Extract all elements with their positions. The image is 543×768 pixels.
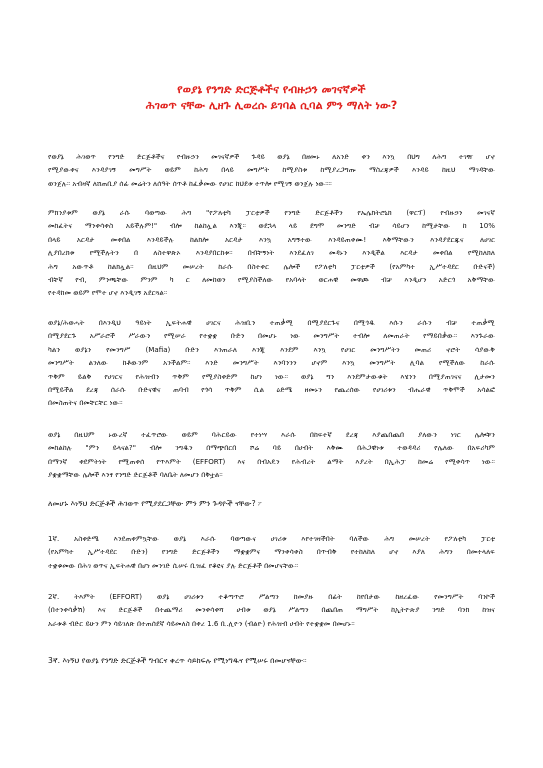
paragraph-law xyxy=(48,206,495,300)
text-line: ሊያበረክቱ የሚችሉትን በ ለስተዋጽኦ እንዳያበርከቱ። በብቸኝነት እንደፈለገ መዳኑን እንዲችል እርዳታ መቀበል የሚከለክለ xyxy=(48,248,495,258)
text-line: ብቸኛ የብ, ምንጫቸው ምንም ካ ር ለመከወን የሚያስችለው የአባላት ወርሐዊ መዋጮ ብቻ እንዲሆን አድርጎ አቅማቸው xyxy=(48,275,495,285)
text-line: (የአምካተ ኢሥተዳደር ቡድን) የንግድ ድርጅቶችን ማቋቋምና ማንቀሳቀስ በጥብቅ የተከለከለ ሆኖ እያለ ሕግን በመተላለፍ xyxy=(48,547,495,557)
paragraph-point-1 xyxy=(48,532,495,572)
section-question: ለመሆኑ እነኝህ ድርጅቶች ሕገወጥ የሚያደርጋቸው ምን ምን ጉዳዮች ናቸው? ፦ xyxy=(48,499,263,508)
text-line: በመስጠትና በመቸርቸር ነው። xyxy=(48,398,123,408)
text-line: ጥቅም ይልቅ የሀገርና የሕዝብን ጥቅም የሚያስቀድም ከሆነ ነው። ወያኔ ግን እንደምታውቁት እሄንን በሚያጠገናና ሊታመን xyxy=(48,371,495,381)
text-line: መንግሥት ልንለው ከቶውንም አንችልም። እንድ መንግሥት እንባንንን ሆኖም እንኳ መንግሥት ሊባል የሚችለው ከራሱ xyxy=(48,358,495,368)
text-line: በማንኛ ቀደምትነት የሚጠቀሰ የጥእምት (EFFORT) እና በብአዴን የሕብረት ልማት እያረት በኢሕፓ ከመሬ የሚቀሳጥ ነው። xyxy=(48,456,495,466)
paragraph-mafia xyxy=(48,316,495,410)
paragraph-effort xyxy=(48,428,495,482)
text-line: 2ኛ. ትእምት (EFFORT) ወያኔ ሀገሪቱን ተቆጣጥሮ ሥልጣን ከመያዙ በፊት ከየበታው ከዘረፈው የመንግሥት ባንኮች xyxy=(48,592,495,601)
text-line: ወያኔ/ሕወሓት በእንዲህ ዓይነት ኢፍትሐዊ ሀገርና ሕዝቢን ተጠቃሚ በሚያደርጉና በሚጎዱ እሱን ራሱን ብቻ ተጠቃሚ xyxy=(48,318,495,327)
text-line: የወያኔ ሕገወጥ የንግድ ድርጅቶችና የብዙኃን መገናኛዎች ጉዳይ ወያኔ በዘመኑ ለአንድ ቀን እንኳ በህግ ለሕግ ተገዥ ሆኖ xyxy=(48,152,495,161)
paragraph-intro xyxy=(48,150,495,190)
text-line: መከልከሉ "ምን ይላናል?" ብሎ ንግዱን በማጭበርበ ሾሬ ባይ በሀብት እቅሙ በሕጋዊነቱ ተወዳዳሪ የሌለው በአፍሪካም xyxy=(48,443,495,453)
paragraph-point-3: 3ኛ. እነኝህ የወያኔ የንግድ ድርጅቶች ግብርና ቀረጥ ሳይከፍሉ የሚነግዱና የሚሠሩ በመሆናቸው። xyxy=(48,656,307,665)
text-line: ተቋቁመው በሕገ ወጥና ኢፍትሐዊ በሆነ መንገድ ሲሠሩ ቢዝፈ የቆዩና ያሉ ድርጅቶች በመሆናቸው። xyxy=(48,560,299,570)
text-line: በሚያደርጉ አሥራሮች ሥራውን የሚሠራ የተቋቋ ቡድን በመሆኑ ነው መንግሥት ተብሎ ለመጠራት የማይበቃው። እንጉራው xyxy=(48,331,495,341)
text-line: የሚያውቀና እንዳያገኝ መግሥት ወይም ከሕግ በላይ መግሥት ከሚያስቱ ከሚያረጋግጡ ማስረጃዎች እንዳይ ከዚህ ማገዳቸው xyxy=(48,165,495,175)
text-line: መከፈትና ማንቀሳቀስ አይችሉም!" ብሎ ከልከሏል እንጂ። ወደኋላ ላይ ደግሞ መንግድ ብቻ ሳይሆን ከሚታቸው ከ 10% xyxy=(48,221,495,231)
paragraph-point-2 xyxy=(48,590,495,630)
text-line: ወያኔ በዚህም ኑውረኛ ተፈጥሮው ወይም ባሕርይው የተነሣ እራሱ በከፍተኛ ደረጃ እያጨበጨበ ያለውን ነገር ሌሎቹን xyxy=(48,430,495,439)
text-line: ወንጀሉ። አብዛኛ ለሸጠቢያ ሰፊ መሬትን ለሰዓት ሰጥቶ ከፈቃመው የሀገር ከህደቱ ተጥሎ የሚገኝ ወንጀሉ ነው።። xyxy=(48,178,332,188)
text-line: ምክንያቱም ወያኔ ራሱ ባወጣው ሕግ "የፖለቲካ ፓርቲዎች የንግድ ድርጅቶችን የኤሌክትሮኒክ (ዋርፕ) የብዙኃን መገናኛ xyxy=(48,208,495,217)
text-line: ካልን ወያኔን የመንግሥ (Mafia) ቡድን እንጠራለ እንጂ እንደም እንኳ የሀገር መንግሥትን መጠሪ ኖሮት ሳያውቅ xyxy=(48,344,495,354)
text-line: በላይ አርዳታ መቀበል እንዳይችሉ ከልክሎ አርዳታ እንኳ አግኝተው እንዳይጠቀሙ! እቅማቸውን እንዳያደርጁና ለሀገር xyxy=(48,234,495,244)
text-line: (በተንቀሳቃሽ) እና ድርጅቶች በተጨማሪ መንቀሳቀሻ ሀብቱ ወያኔ ሥልጣን በጨበጠ ማግሥት ከኢትዮጵያ ንግድ ባንክ ከዝና xyxy=(48,605,495,615)
document-title-line-1: የወያኔ የንግድ ድርጅቶችና የብዙኃን መገናኛዎች xyxy=(177,83,366,96)
document-title-line-2: ሕገወጥ ናቸው ሊዘጉ ሊወረሱ ይገባል ሲባል ምን ማለት ነው? xyxy=(145,99,398,112)
text-line: የተዳከመ ወይም የሞተ ሆኖ እንዲገኝ አደርጓል። xyxy=(48,288,168,298)
text-line: አራቱቶ ብድር ይሁን ምን ሳይገለጽ በተጠሰደኛ ሳይመለስ በቀረ 1.6 ቢ.ሊዮን (ብልዮ) የሕዝብ ሀብት የተቋቋመ በመሆኑ። xyxy=(48,618,355,628)
text-line: ያቋቋማቸው ሌሎች እንፃ የንግድ ድርጅቶች ባለቤት ለመሆን በቅቷል። xyxy=(48,470,223,480)
text-line: 1ኛ. አስቀድሜ እንደጠቀምኳቸው ወያኔ እራሱ ባወጣውና ሀገሪቱ እየተገዛችበት ባለችው ሕግ መሠረት የፖለቲካ ፓርቲ xyxy=(48,534,495,543)
text-line: በሚይችል ደረጃ ሰራሱ ቡድናዊና ጠባብ የጎሳ ጥቅም ሲል ዕድሜ ዘመኑን የጨረሰው የሀገሪቱን ብሔራዊ ጥቅሞች አሳልፎ xyxy=(48,385,495,395)
text-line: ሕግ አውጥቶ ከልክሏል። በዚህም መሠረት ከራሱ በስተቀር ሌሎች የፖለቲካ ፓርቲዎች (የአምካተ ኢሥተዳደር ቡድናች) xyxy=(48,261,495,271)
